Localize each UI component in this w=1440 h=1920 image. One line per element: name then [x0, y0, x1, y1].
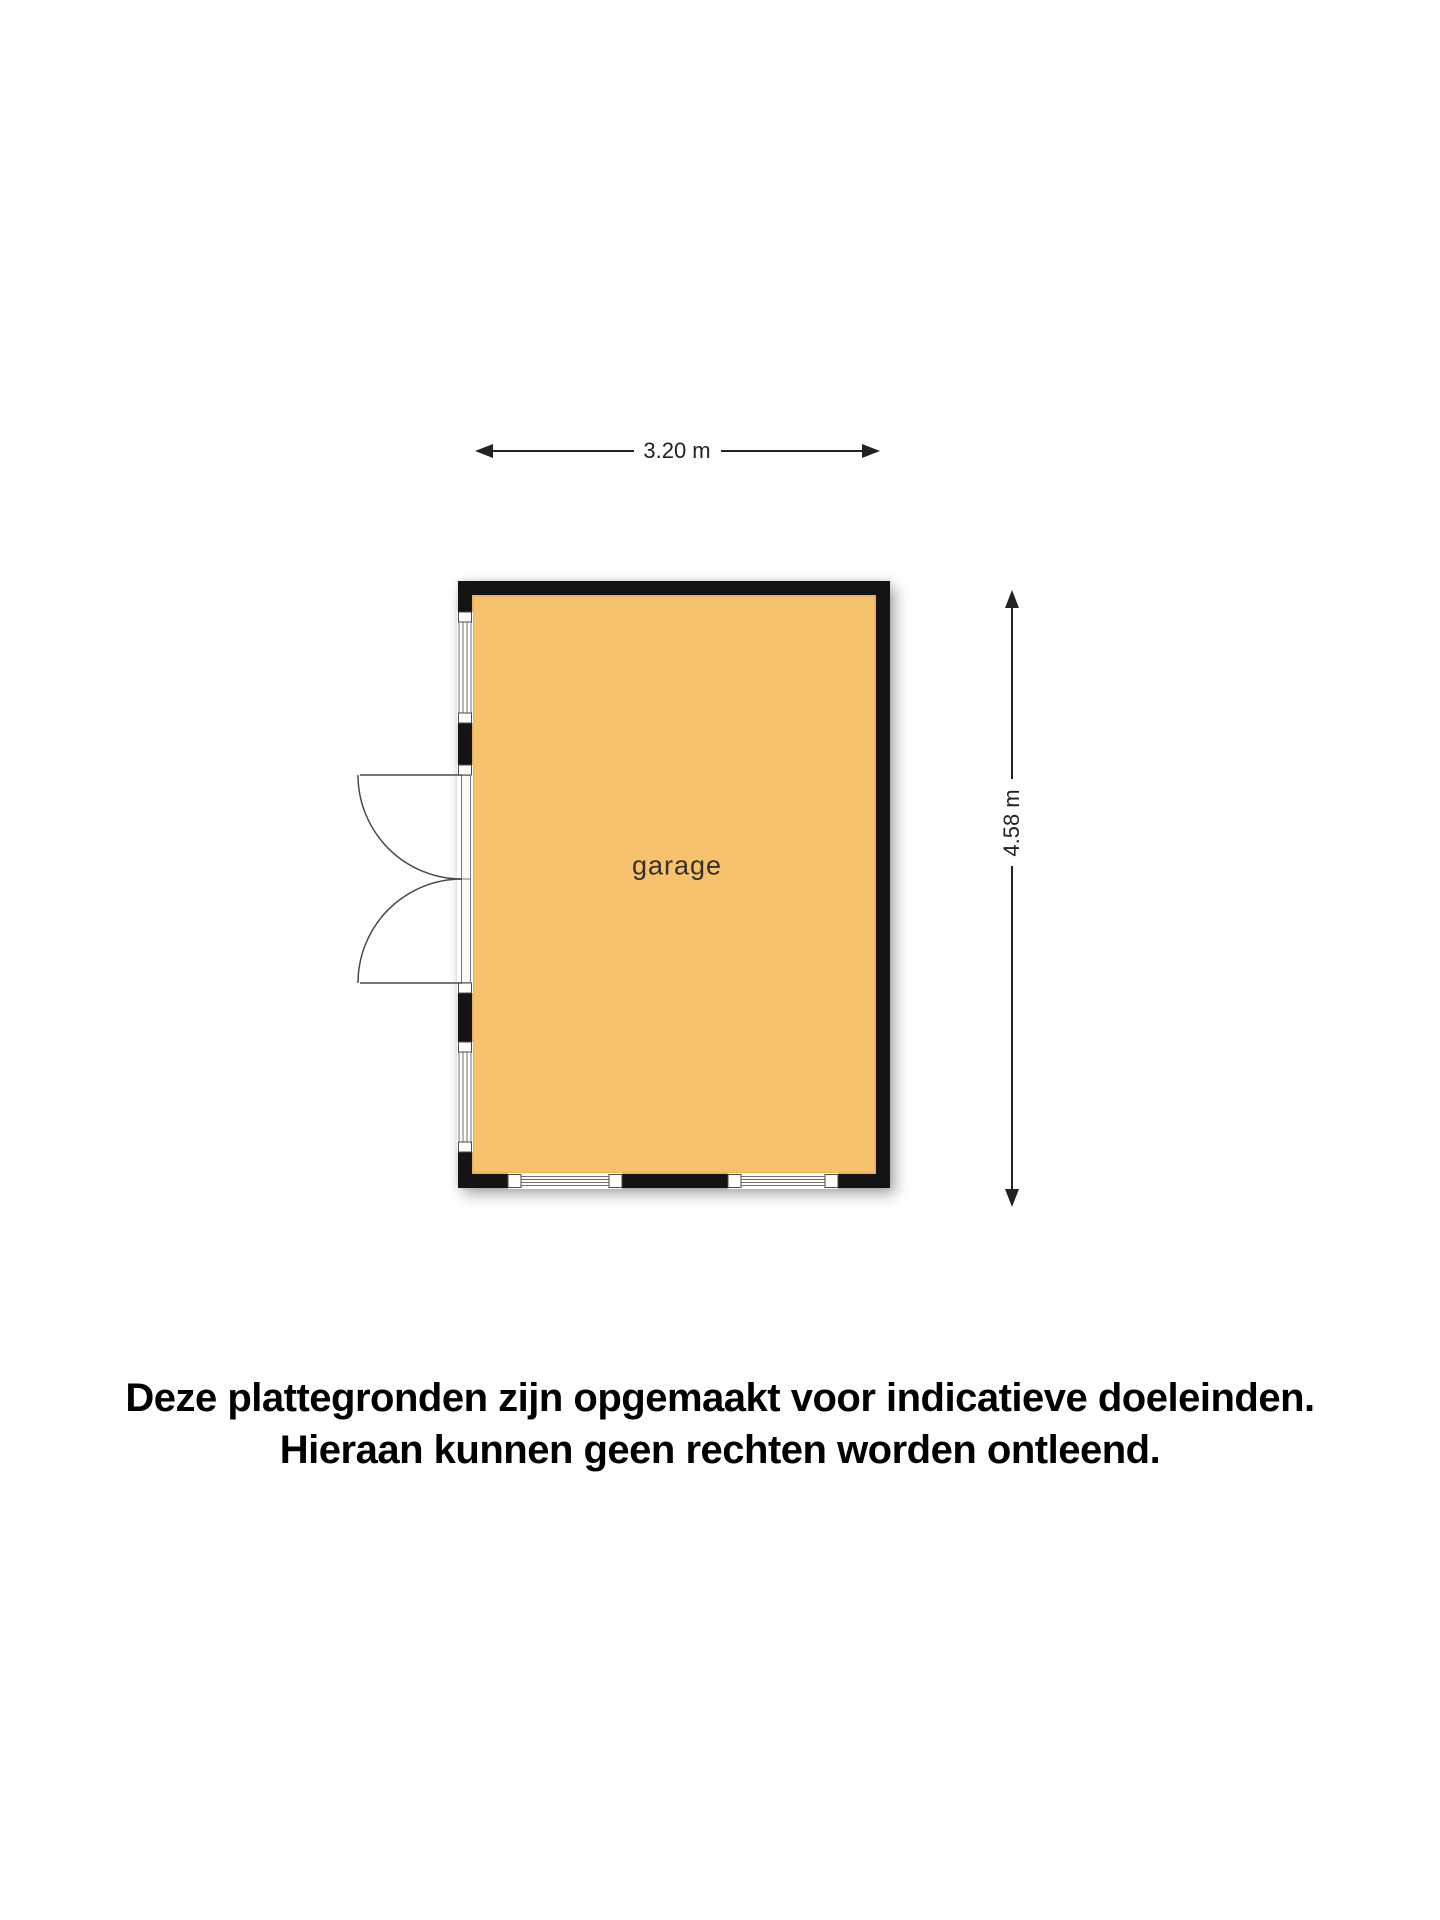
window-cap: [728, 1175, 741, 1188]
window-cap: [459, 713, 472, 723]
arrow-left-icon: [475, 444, 493, 458]
disclaimer-line-2: Hieraan kunnen geen rechten worden ontleend.: [279, 1428, 1161, 1472]
window-cap: [508, 1175, 521, 1188]
window-cap: [609, 1175, 622, 1188]
top-wall: [458, 581, 890, 595]
door-swing-arcs: [358, 775, 462, 983]
disclaimer-line-1: Deze plattegronden zijn opgemaakt voor indicatieve doeleinden.: [125, 1376, 1315, 1420]
door-leaf-closed-top: [462, 776, 471, 880]
arrow-up-icon: [1005, 590, 1019, 608]
dimension-line-height: [1005, 590, 1019, 1207]
door-arc-bottom: [358, 879, 462, 983]
door-jamb: [459, 983, 472, 993]
garage-floor: [472, 595, 876, 1174]
door-arc-top: [358, 775, 462, 879]
window-left-top: [457, 612, 473, 723]
height-dimension-label: 4.58 m: [999, 783, 1025, 862]
door-leaf-closed-bottom: [462, 879, 471, 983]
arrow-right-icon: [862, 444, 880, 458]
arrow-down-icon: [1005, 1189, 1019, 1207]
width-dimension-label: 3.20 m: [637, 438, 716, 464]
window-cap: [459, 1142, 472, 1152]
window-cap: [459, 612, 472, 622]
window-bottom-right: [728, 1173, 838, 1189]
door-jamb: [459, 765, 472, 775]
window-cap: [459, 1042, 472, 1052]
right-wall: [876, 581, 890, 1188]
window-left-bottom: [457, 1042, 473, 1152]
window-cap: [825, 1175, 838, 1188]
room-label-garage: garage: [631, 850, 723, 881]
disclaimer-text: [0, 1372, 1440, 1476]
window-bottom-left: [508, 1173, 622, 1189]
